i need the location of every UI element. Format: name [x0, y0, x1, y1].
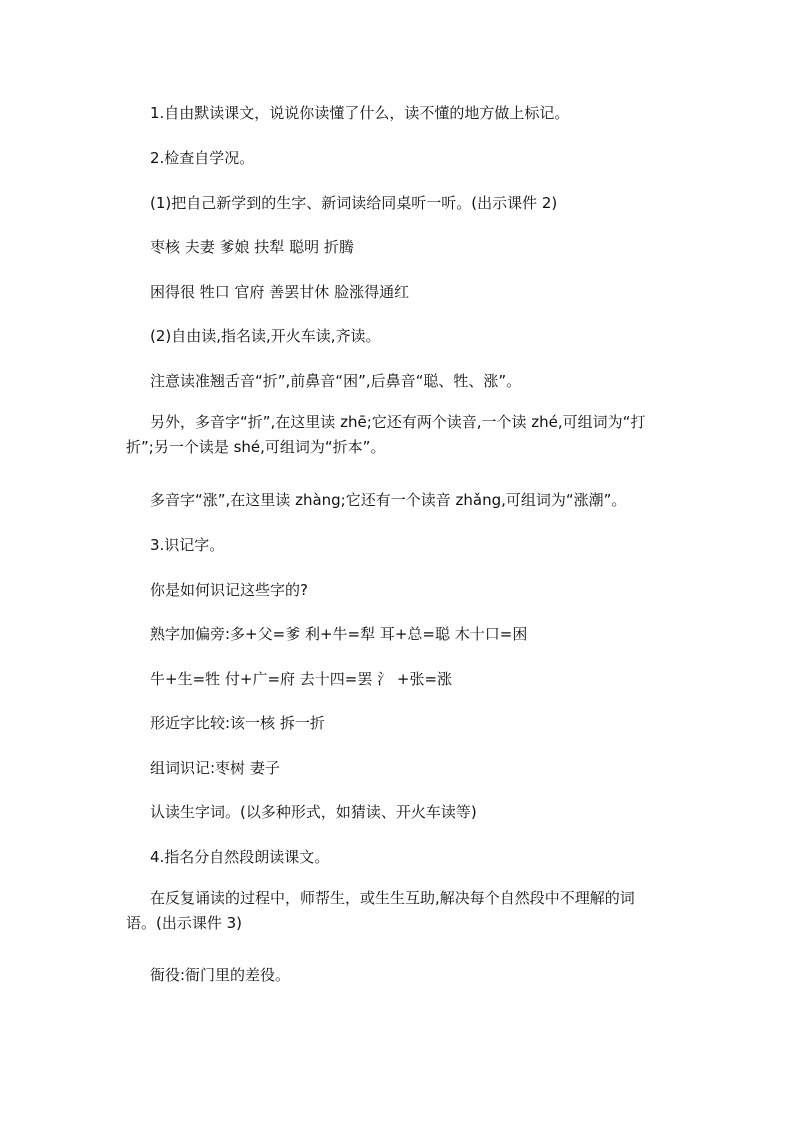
paragraph-radical-method-2: 牛+生=牲 付+广=府 去十四=罢 氵 +张=涨 — [150, 670, 453, 688]
paragraph-step-3: 3.识记字。 — [150, 536, 225, 554]
paragraph-substep-1: (1)把自己新学到的生字、新词读给同桌听一听。(出示课件 2) — [150, 194, 558, 212]
paragraph-step-2: 2.检查自学况。 — [150, 149, 255, 167]
paragraph-repeated-reading: 在反复诵读的过程中，师帮生，或生生互助,解决每个自然段中不理解的词语。(出示课件 3) — [126, 889, 635, 932]
paragraph-word-method: 组词识记:枣树 妻子 — [150, 759, 280, 777]
paragraph-word-list-2: 困得很 牲口 官府 善罢甘休 脸涨得通红 — [150, 283, 410, 301]
paragraph-question: 你是如何识记这些字的? — [150, 581, 308, 599]
paragraph-substep-2: (2)自由读,指名读,开火车读,齐读。 — [150, 327, 381, 345]
paragraph-radical-method-1: 熟字加偏旁:多+父=爹 利+牛=犁 耳+总=聪 木十口=困 — [150, 625, 528, 643]
paragraph-polyphone-zhang: 多音字“涨”,在这里读 zhàng;它还有一个读音 zhǎng,可组词为“涨潮”。 — [150, 491, 627, 509]
paragraph-reading-forms: 认读生字词。(以多种形式，如猜读、开火车读等) — [150, 803, 477, 821]
paragraph-step-4: 4.指名分自然段朗读课文。 — [150, 848, 330, 866]
paragraph-word-list-1: 枣核 夫妻 爹娘 扶犁 聪明 折腾 — [150, 238, 354, 256]
paragraph-step-1: 1.自由默读课文，说说你读懂了什么，读不懂的地方做上标记。 — [150, 104, 570, 122]
paragraph-polyphone-zhe: 另外，多音字“折”,在这里读 zhē;它还有两个读音,一个读 zhé,可组词为“打折”;另一个读是 shé,可组词为“折本”。 — [126, 413, 646, 456]
paragraph-similar-chars: 形近字比较:该一核 拆一折 — [150, 714, 325, 732]
paragraph-vocab-yayi: 衙役:衙门里的差役。 — [150, 966, 291, 984]
paragraph-pronunciation-note: 注意读准翘舌音“折”,前鼻音“困”,后鼻音“聪、牲、涨”。 — [150, 372, 522, 390]
